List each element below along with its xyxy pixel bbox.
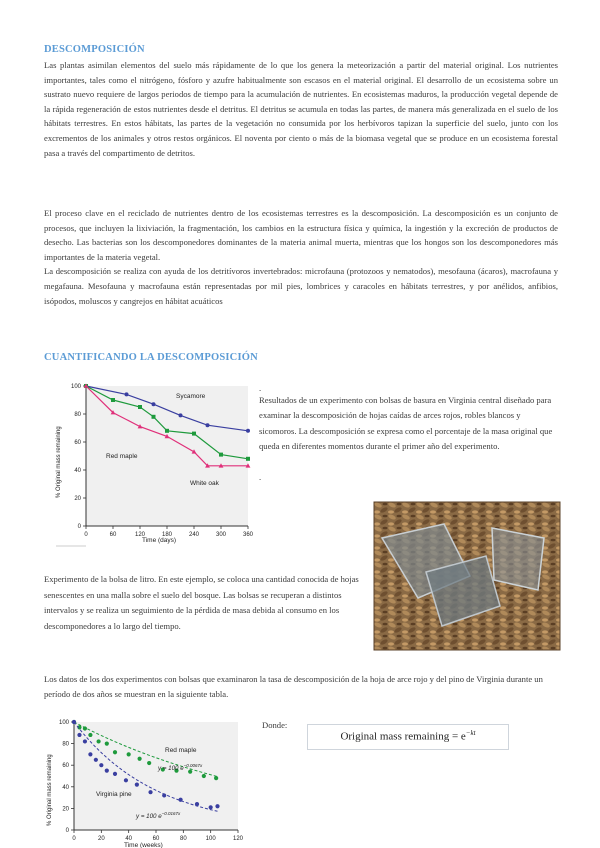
chart1-point-white-oak — [246, 457, 250, 461]
chart2-y-tick-label: 60 — [62, 763, 69, 770]
chart1-legend-red-maple: Red maple — [106, 453, 138, 460]
section-title-descomposicion: DESCOMPOSICIÓN — [44, 44, 145, 55]
chart1-legend-white-oak: White oak — [190, 480, 219, 487]
chart1-point-sycamore — [206, 423, 210, 427]
table-intro-text: Los datos de los dos experimentos con bolsas que examinaron la tasa de descomposición de la hoja de arce rojo y del pino de Virginia durante un período de dos años se muestran en la siguiente tabla. — [44, 674, 543, 699]
chart2-x-axis-label: Time (weeks) — [124, 842, 163, 848]
chart2-point-virginia-pine — [99, 763, 103, 767]
chart2-point-virginia-pine — [162, 793, 166, 797]
chart2-point-virginia-pine — [135, 783, 139, 787]
chart1-y-tick-label: 20 — [74, 496, 81, 502]
chart2-point-virginia-pine — [77, 733, 81, 737]
chart2-equation-virginia-pine: y = 100 $e^{-0.0167x}$ — [136, 811, 181, 820]
litterbag-experiment-text: Experimento de la bolsa de litro. En este ejemplo, se coloca una cantidad conocida de hojas senescentes en una malla sobre el suelo del bosque. Las bolsas se recuperan a distintos intervalos y se realiza un seguimiento de la pérdida de masa debida al consumo en los descomponedores a lo largo del tiempo. — [44, 574, 359, 631]
chart1-point-sycamore — [179, 413, 183, 417]
chart2-x-tick-label: 120 — [232, 836, 244, 842]
chart2-point-red-maple — [127, 752, 131, 756]
chart2-y-tick-label: 20 — [62, 806, 69, 813]
chart1-x-tick-label: 240 — [188, 532, 200, 538]
chart1-y-tick-label: 80 — [74, 412, 81, 418]
chart2-x-tick-label: 100 — [205, 836, 216, 842]
chart1-point-white-oak — [111, 398, 115, 402]
litterbag-3 — [492, 528, 544, 590]
chart1-x-tick-label: 0 — [84, 532, 88, 538]
paragraph-3: La descomposición se realiza con ayuda de los detritívoros invertebrados: microfauna (protozoos y nematodos), mesofauna (ácaros), macrofauna y megafauna. Mesofauna y macrofauna están representadas por mil pies, lombrices y caracoles en hábitats terrestres, y por anélidos, anfibios, isópodos, moluscos y cangrejos en hábitat acuáticos — [44, 266, 558, 306]
equation-exponent: −kt — [465, 729, 476, 737]
chart1-x-axis-label: Time (days) — [142, 537, 177, 544]
chart2-point-virginia-pine — [83, 739, 87, 743]
chart2-point-virginia-pine — [148, 790, 152, 794]
chart1-x-tick-label: 360 — [242, 532, 254, 538]
chart1-point-sycamore — [246, 429, 250, 433]
chart2-y-tick-label: 40 — [62, 784, 69, 791]
chart2-legend-red-maple: Red maple — [165, 747, 197, 754]
litterbag-photo — [374, 502, 560, 650]
chart1-y-axis-label: % Original mass remaining — [56, 426, 62, 498]
decomposition-paragraphs — [44, 206, 558, 308]
equation-base: Original mass remaining = e — [340, 730, 466, 743]
paragraph-1: Las plantas asimilan elementos del suelo más rápidamente de lo que los genera la meteorización a partir del material original. Los nutrientes importantes, tales como el nitrógeno, fósforo y azufre habitualmente son escasos en el material original. El desarrollo de un ecosistema sobre un sustrato nuevo requiere de largos periodos de tiempo para la acumulación de nutrientes. En ecosistemas maduros, la producción vegetal depende de la rápida regeneración de estos nutrientes desde el detritus. El detritus se acumula en todas las partes, de manera más generalizada en el suelo de los hábitats terrestres. En estos hábitats, las partes de la vegetación no consumida por los herbívoros tapizan la superficie del suelo, junto con los excrementos de los animales y otros restos orgánicos. El noventa por ciento o más de la biomasa vegetal que se produce en un ecosistema forestal pasa a través del compartimento de detritos. — [44, 60, 558, 158]
dot-mark-1: . — [259, 383, 262, 393]
donde-label: Donde: — [262, 720, 288, 730]
chart2-equation-red-maple: y = 100 $e^{-0.0067x}$ — [158, 763, 203, 772]
chart2-point-virginia-pine — [113, 772, 117, 776]
paragraph-2: El proceso clave en el reciclado de nutrientes dentro de los ecosistemas terrestres es la descomposición. La descomposición es un conjunto de procesos, que incluyen la lixiviación, la fragmentación, los cambios en la estructura física y química, la ingestión y la excreción de productos de desecho. Las bacterias son los descomponedores dominantes de la materia animal muerta, mientras que los hongos son los descomponedores más importantes de la materia vegetal. — [44, 208, 558, 262]
decay-equation-box — [307, 724, 509, 750]
chart1-y-tick-label: 40 — [74, 468, 81, 474]
chart2-point-virginia-pine — [179, 798, 183, 802]
chart1-y-tick-label: 100 — [70, 384, 81, 390]
chart2-y-tick-label: 80 — [62, 741, 69, 748]
decomposition-chart-weeks — [44, 714, 250, 848]
chart1-y-tick-label: 0 — [77, 524, 81, 530]
chart1-legend-sycamore: Sycamore — [176, 393, 206, 400]
chart2-point-red-maple — [147, 761, 151, 765]
decay-equation — [308, 729, 508, 743]
chart2-point-red-maple — [97, 739, 101, 743]
chart2-point-virginia-pine — [209, 805, 213, 809]
chart2-point-red-maple — [202, 774, 206, 778]
chart1-point-sycamore — [125, 392, 129, 396]
chart1-x-tick-label: 60 — [109, 532, 117, 538]
chart2-y-tick-label: 100 — [58, 720, 69, 726]
chart2-x-tick-label: 60 — [152, 836, 160, 842]
chart1-y-tick-label: 60 — [74, 440, 81, 446]
chart2-y-tick-label: 0 — [65, 828, 69, 834]
chart1-point-sycamore — [152, 402, 156, 406]
chart1-point-white-oak — [165, 429, 169, 433]
chart2-legend-virginia-pine: Virginia pine — [96, 791, 132, 798]
chart2-point-virginia-pine — [94, 758, 98, 762]
chart2-point-red-maple — [83, 726, 87, 730]
chart2-y-axis-label: % Original mass remaining — [47, 754, 53, 826]
chart2-x-tick-label: 80 — [179, 836, 187, 842]
chart2-point-virginia-pine — [124, 778, 128, 782]
chart2-point-red-maple — [88, 733, 92, 737]
decomposition-chart-days — [50, 380, 254, 548]
figure1-caption: Resultados de un experimento con bolsas de basura en Virginia central diseñado para examinar la descomposición de hojas caídas de arces rojos, robles blancos y sicomoros. La descomposición se expresa como el porcentaje de la masa original que queda en diferentes momentos durante el primer año del experimento. — [259, 395, 553, 452]
chart1-point-white-oak — [138, 405, 142, 409]
chart2-point-red-maple — [105, 742, 109, 746]
chart2-point-virginia-pine — [215, 804, 219, 808]
chart2-x-tick-label: 20 — [97, 836, 105, 842]
chart2-point-red-maple — [138, 757, 142, 761]
section-title-cuantificando: CUANTIFICANDO LA DESCOMPOSICIÓN — [44, 352, 258, 363]
chart1-x-tick-label: 120 — [134, 532, 146, 538]
chart2-point-red-maple — [188, 770, 192, 774]
chart1-x-tick-label: 180 — [161, 532, 173, 538]
chart1-point-white-oak — [192, 432, 196, 436]
chart2-x-tick-label: 0 — [72, 836, 76, 842]
chart2-point-red-maple — [113, 750, 117, 754]
chart2-point-red-maple — [214, 776, 218, 780]
chart2-x-tick-label: 40 — [125, 836, 133, 842]
chart2-point-virginia-pine — [105, 769, 109, 773]
chart2-point-virginia-pine — [195, 802, 199, 806]
chart2-point-virginia-pine — [72, 720, 76, 724]
chart1-x-tick-label: 300 — [215, 532, 227, 538]
chart1-point-white-oak — [219, 453, 223, 457]
chart2-point-virginia-pine — [88, 752, 92, 756]
intro-paragraph — [44, 58, 558, 160]
chart1-point-white-oak — [152, 415, 156, 419]
dot-mark-2: . — [259, 472, 262, 482]
